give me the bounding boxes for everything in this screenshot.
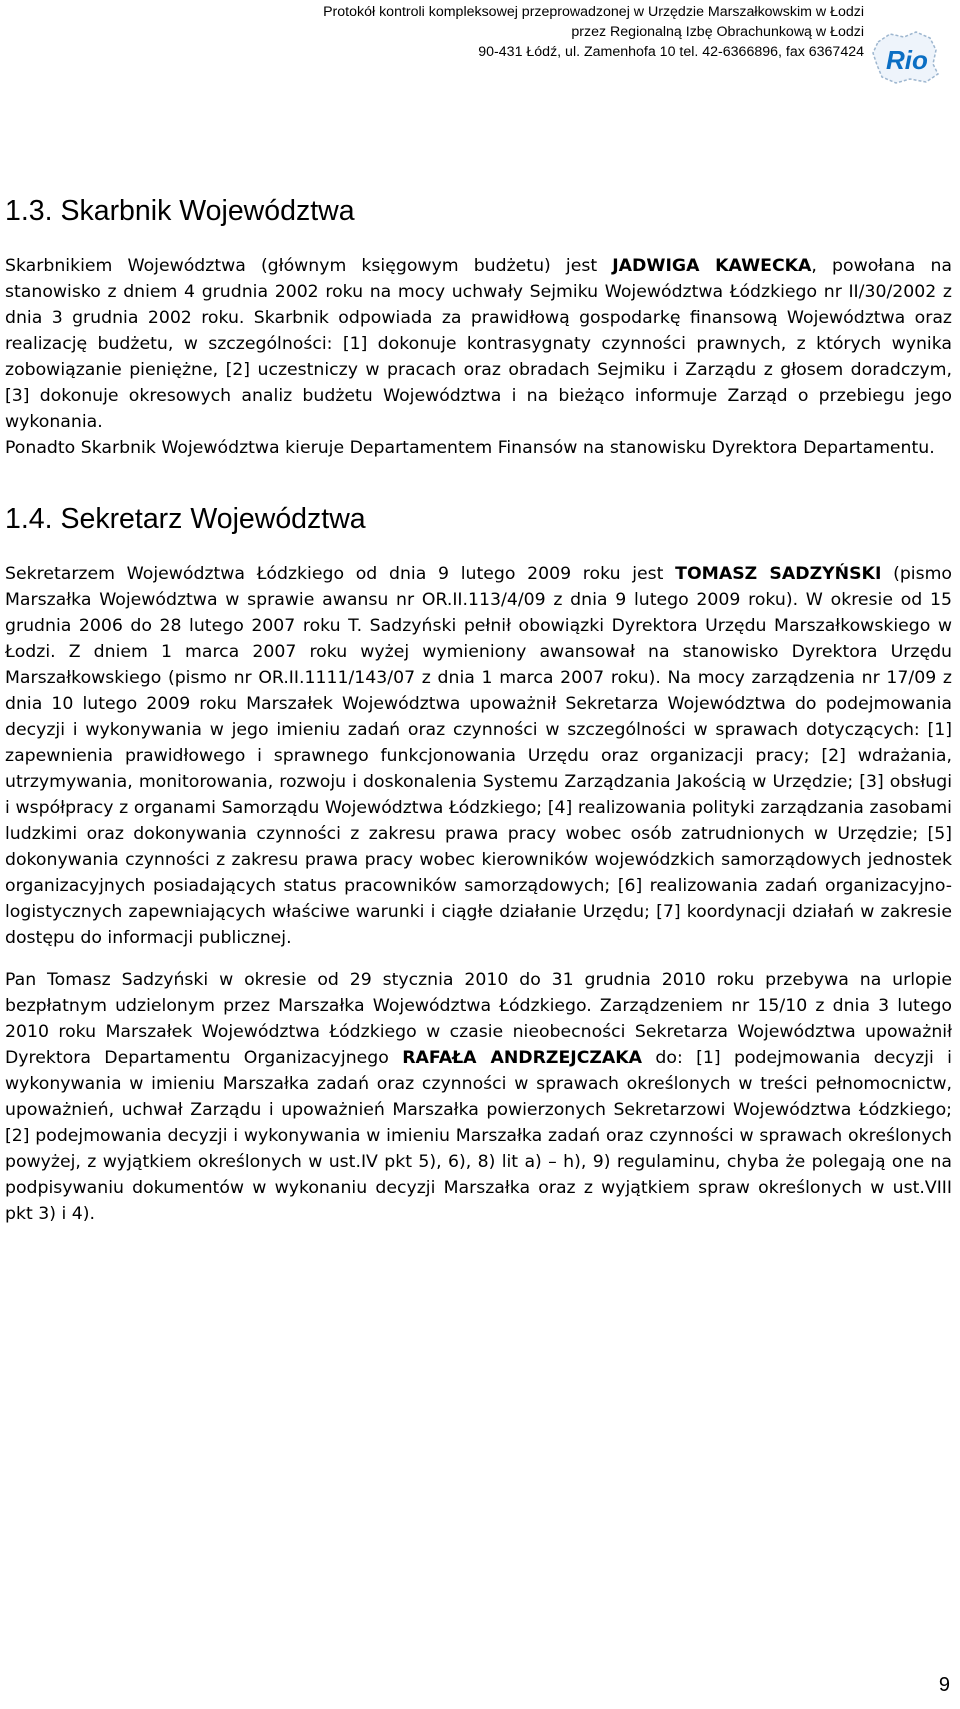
paragraph-sekretarz-2: Pan Tomasz Sadzyński w okresie od 29 stycznia 2010 do 31 grudnia 2010 roku przebywa na urlopie bezpłatnym udzielonym przez Marszałka Województwa Łódzkiego. Zarządzeniem nr 15/10 z dnia 3 lutego 2010 roku Marszałek Województwa Łódzkiego w czasie nieobecności Sekretarza Województwa upoważnił Dyrektora Departamentu Organizacyjnego RAFAŁA ANDRZEJCZAKA do: [1] podejmowania decyzji i wykonywania w imieniu Marszałka zadań oraz czynności w sprawach określonych w treści pełnomocnictw, upoważnień, uchwał Zarządu i upoważnień Marszałka powierzonych Sekretarzowi Województwa Łódzkiego; [2] podejmowania decyzji i wykonywania w imieniu Marszałka zadań oraz czynności w sprawach określonych powyżej, z wyjątkiem określonych w ust.IV pkt 5), 6), 8) lit a) – h), 9) regulaminu, chyba że polegają one na podpisywaniu dokumentów w wykonaniu decyzji Marszałka oraz z wyjątkiem spraw określonych w ust.VIII pkt 3) i 4). [5, 970, 952, 1224]
header-title: Protokół kontroli kompleksowej przeprowadzonej w Urzędzie Marszałkowskim w Łodzi [323, 4, 864, 20]
section-heading-skarbnik: 1.3. Skarbnik Województwa [5, 195, 355, 227]
page-header [104, 2, 864, 62]
header-subtitle: przez Regionalną Izbę Obrachunkową w Łodzi [571, 24, 864, 40]
paragraph-sekretarz: Sekretarzem Województwa Łódzkiego od dnia 9 lutego 2009 roku jest TOMASZ SADZYŃSKI (pismo Marszałka Województwa w sprawie awansu nr OR.II.113/4/09 z dnia 9 lutego 2009 roku). W okresie od 15 grudnia 2006 do 28 lutego 2007 roku T. Sadzyński pełnił obowiązki Dyrektora Urzędu Marszałkowskiego w Łodzi. Z dniem 1 marca 2007 roku wyżej wymieniony awansował na stanowisko Dyrektora Urzędu Marszałkowskiego (pismo nr OR.II.1111/143/07 z dnia 1 marca 2007 roku). Na mocy zarządzenia nr 17/09 z dnia 10 lutego 2009 roku Marszałek Województwa upoważnił Sekretarza Województwa do podejmowania decyzji i wykonywania w jego imieniu zadań oraz czynności w szczególności w sprawach dotyczących: [1] zapewnienia prawidłowego i sprawnego funkcjonowania Urzędu oraz organizacji pracy; [2] wdrażania, utrzymywania, monitorowania, rozwoju i doskonalenia Systemu Zarządzania Jakością w Urzędzie; [3] obsługi i współpracy z organami Samorządu Województwa Łódzkiego; [4] realizowania polityki zarządzania zasobami ludzkimi oraz dokonywania czynności z zakresu prawa pracy wobec osób zatrudnionych w Urzędzie; [5] dokonywania czynności z zakresu prawa pracy wobec kierowników wojewódzkich samorządowych jednostek organizacyjnych posiadających status pracowników samorządowych; [6] realizowania zadań organizacyjno-logistycznych zapewniających właściwe warunki i ciągłe działanie Urzędu; [7] koordynacji działań w zakresie dostępu do informacji publicznej. [5, 564, 953, 948]
person-name: RAFAŁA ANDRZEJCZAKA [402, 1048, 643, 1068]
document-body [5, 193, 952, 1227]
rio-logo [870, 28, 942, 86]
paragraph-skarbnik-2: Ponadto Skarbnik Województwa kieruje Departamentem Finansów na stanowisku Dyrektora Departamentu. [5, 438, 935, 458]
person-name: JADWIGA KAWECKA [612, 256, 812, 276]
section-heading-sekretarz: 1.4. Sekretarz Województwa [5, 503, 366, 535]
header-address: 90-431 Łódź, ul. Zamenhofa 10 tel. 42-6366896, fax 6367424 [478, 44, 864, 60]
paragraph-skarbnik: Skarbnikiem Województwa (głównym księgowym budżetu) jest JADWIGA KAWECKA, powołana na stanowisko z dniem 4 grudnia 2002 roku na mocy uchwały Sejmiku Województwa Łódzkiego nr II/30/2002 z dnia 3 grudnia 2002 roku. Skarbnik odpowiada za prawidłową gospodarkę finansową Województwa oraz realizację budżetu, w szczególności: [1] dokonuje kontrasygnaty czynności prawnych, z których wynika zobowiązanie pieniężne, [2] uczestniczy w pracach oraz obradach Sejmiku i Zarządu z głosem doradczym, [3] dokonuje okresowych analiz budżetu Województwa i na bieżąco informuje Zarząd o przebiegu jego wykonania. [5, 256, 952, 432]
page-number: 9 [938, 1674, 950, 1696]
person-name: TOMASZ SADZYŃSKI [675, 564, 882, 584]
svg-text:Rio: Rio [886, 45, 928, 75]
